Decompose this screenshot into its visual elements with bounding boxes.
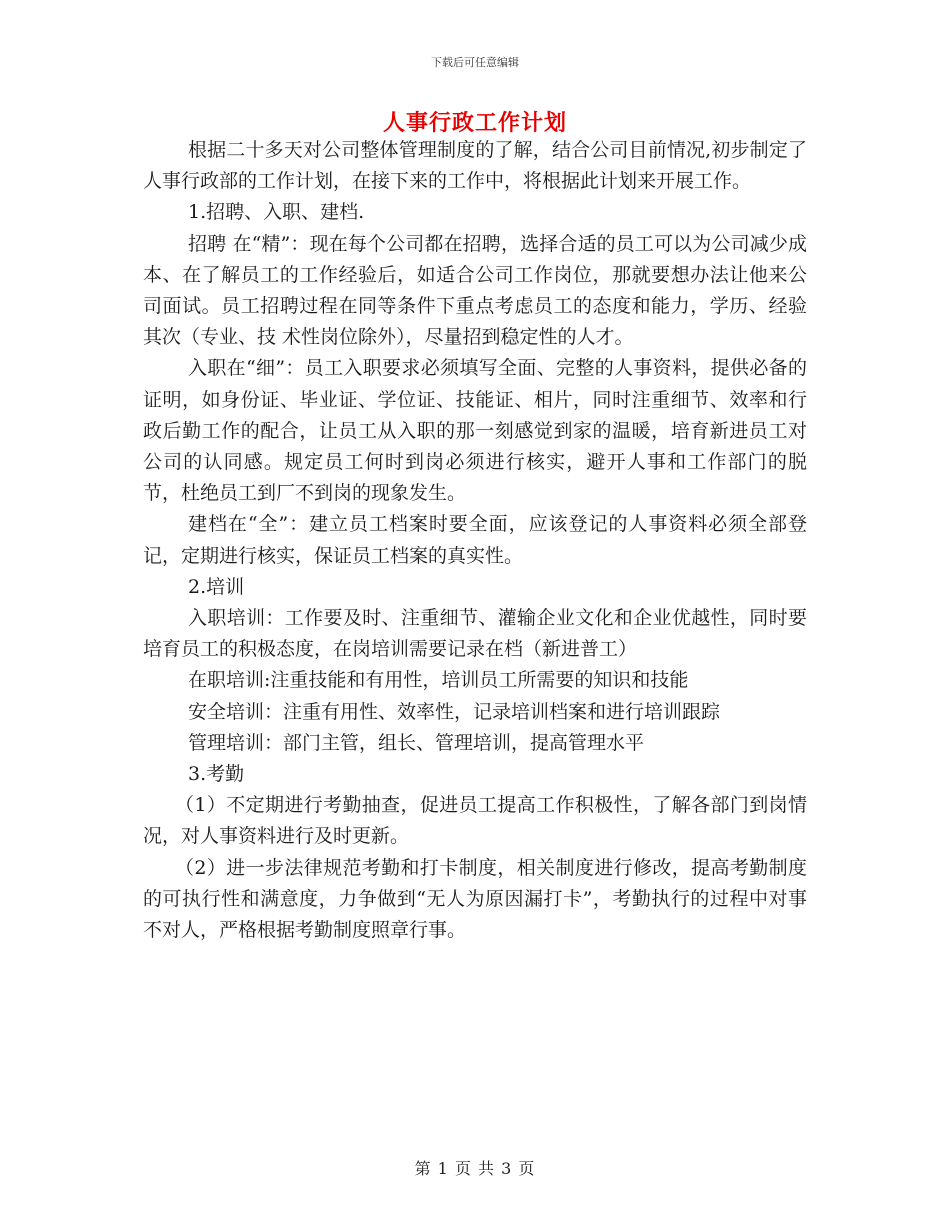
paragraph-safety-training: 安全培训：注重有用性、效率性，记录培训档案和进行培训跟踪 — [188, 700, 721, 723]
section-heading-training: 2.培训 — [188, 575, 245, 598]
paragraph-attendance-2: （2）进一步法律规范考勤和打卡制度，相关制度进行修改，提高考勤制度的可执行性和满意度，力争做到“无人为原因漏打卡”，考勤执行的过程中对事不对人，严格根据考勤制度照章行事。 — [143, 856, 807, 942]
document-body — [143, 135, 807, 946]
paragraph-onjob-training: 在职培训:注重技能和有用性，培训员工所需要的知识和技能 — [188, 669, 689, 692]
paragraph-intro: 根据二十多天对公司整体管理制度的了解，结合公司目前情况,初步制定了人事行政部的工作计划，在接下来的工作中，将根据此计划来开展工作。 — [143, 139, 807, 193]
paragraph-onboarding: 入职在“细”：员工入职要求必须填写全面、完整的人事资料，提供必备的证明，如身份证、毕业证、学位证、技能证、相片，同时注重细节、效率和行政后勤工作的配合，让员工从入职的那一刻感觉到家的温暖，培育新进员工对公司的认同感。规定员工何时到岗必须进行核实，避开人事和工作部门的脱节，杜绝员工到厂不到岗的现象发生。 — [143, 357, 807, 505]
page-footer-indicator: 第 1 页 共 3 页 — [414, 1159, 536, 1178]
paragraph-management-training: 管理培训：部门主管，组长、管理培训，提高管理水平 — [188, 731, 645, 754]
paragraph-archiving: 建档在“全”：建立员工档案时要全面，应该登记的人事资料必须全部登记，定期进行核实，保证员工档案的真实性。 — [143, 513, 807, 567]
paragraph-attendance-1: （1）不定期进行考勤抽查，促进员工提高工作积极性，了解各部门到岗情况，对人事资料进行及时更新。 — [143, 794, 807, 848]
paragraph-onboarding-training: 入职培训：工作要及时、注重细节、灌输企业文化和企业优越性，同时要培育员工的积极态度，在岗培训需要记录在档（新进普工） — [143, 607, 807, 661]
paragraph-recruitment: 招聘 在“精”：现在每个公司都在招聘，选择合适的员工可以为公司减少成本、在了解员工的工作经验后，如适合公司工作岗位，那就要想办法让他来公司面试。员工招聘过程在同等条件下重点考虑员工的态度和能力，学历、经验其次（专业、技 术性岗位除外），尽量招到稳定性的人才。 — [143, 232, 807, 349]
section-heading-recruitment: 1.招聘、入职、建档. — [188, 201, 365, 224]
document-title: 人事行政工作计划 — [382, 110, 567, 136]
page-header-note: 下载后可任意编辑 — [431, 56, 519, 69]
section-heading-attendance: 3.考勤 — [188, 763, 245, 786]
